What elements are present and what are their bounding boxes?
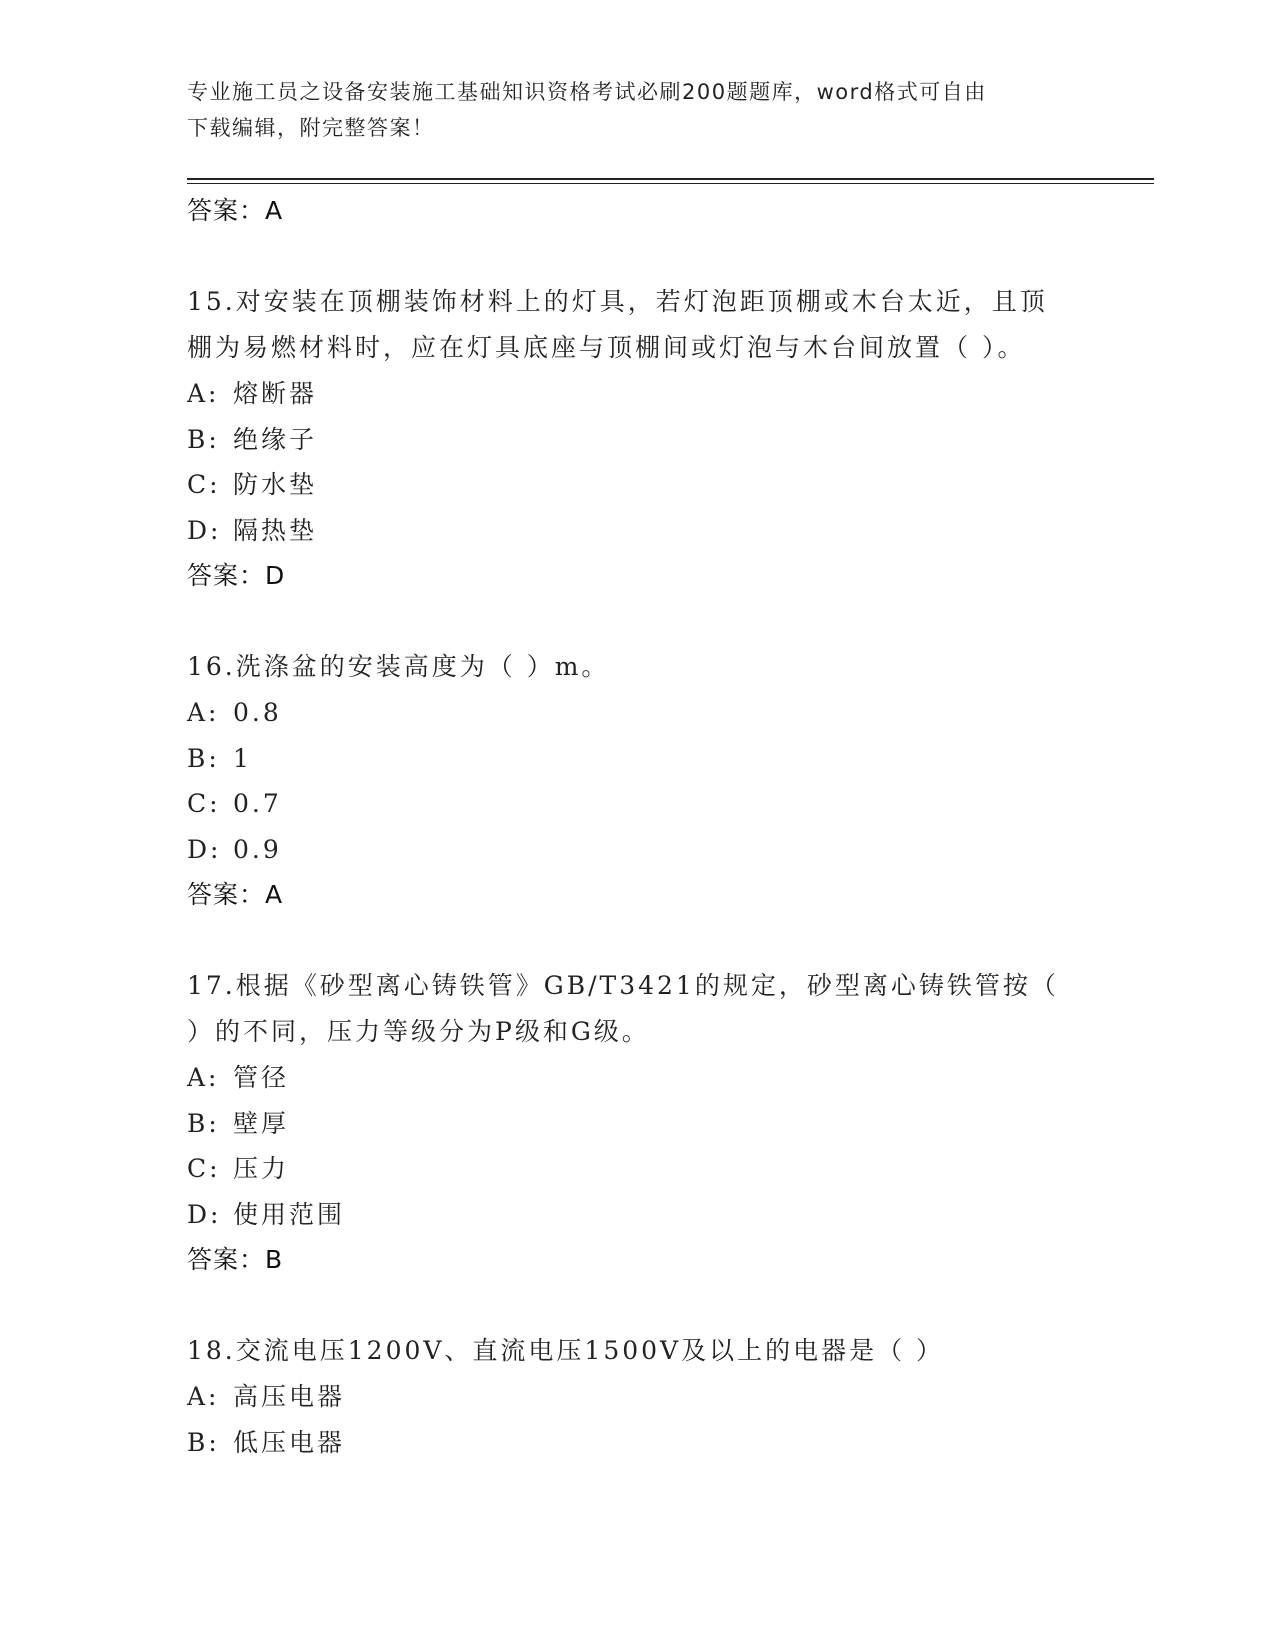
answer: 答案：D bbox=[187, 561, 286, 590]
option-b bbox=[187, 1420, 1127, 1466]
option-letter: B: bbox=[187, 743, 220, 773]
option-a bbox=[187, 1374, 1127, 1420]
answer: 答案：B bbox=[187, 1245, 284, 1274]
option-c bbox=[187, 781, 1127, 827]
question-17 bbox=[187, 963, 1127, 1283]
option-text: 1 bbox=[233, 743, 252, 773]
option-text: 0.7 bbox=[233, 789, 282, 818]
option-text: 防水垫 bbox=[233, 470, 318, 499]
question-list bbox=[187, 188, 1127, 1465]
option-a bbox=[187, 690, 1127, 736]
option-a bbox=[187, 371, 1127, 417]
option-c bbox=[187, 462, 1127, 508]
option-text: 壁厚 bbox=[233, 1108, 290, 1138]
option-letter: B: bbox=[187, 1108, 220, 1138]
option-c bbox=[187, 1146, 1127, 1192]
question-text: 18.交流电压1200V、直流电压1500V及以上的电器是（ ） bbox=[187, 1336, 945, 1365]
option-letter: D: bbox=[187, 515, 222, 545]
header-line-1: 专业施工员之设备安装施工基础知识资格考试必刷200题题库，word格式可自由 bbox=[187, 80, 987, 104]
option-d bbox=[187, 827, 1127, 873]
option-letter: D: bbox=[187, 834, 222, 864]
option-letter: D: bbox=[187, 1199, 222, 1229]
answer: 答案：A bbox=[187, 880, 284, 909]
option-text: 0.9 bbox=[233, 834, 282, 864]
header-line-2: 下载编辑，附完整答案！ bbox=[187, 116, 435, 140]
option-letter: A: bbox=[187, 1382, 220, 1411]
option-d bbox=[187, 508, 1127, 554]
option-letter: A: bbox=[187, 1063, 220, 1092]
question-15 bbox=[187, 279, 1127, 599]
option-text: 绝缘子 bbox=[233, 424, 318, 454]
option-text: 管径 bbox=[233, 1063, 290, 1092]
document-header bbox=[187, 74, 1087, 146]
question-text: 16.洗涤盆的安装高度为（ ）m。 bbox=[187, 652, 610, 681]
option-text: 隔热垫 bbox=[233, 515, 318, 545]
option-text: 高压电器 bbox=[233, 1382, 346, 1411]
option-letter: C: bbox=[187, 470, 221, 499]
option-a bbox=[187, 1055, 1127, 1101]
option-text: 压力 bbox=[233, 1154, 290, 1183]
option-letter: B: bbox=[187, 424, 220, 454]
header-rule-thin bbox=[187, 183, 1154, 184]
option-letter: C: bbox=[187, 789, 221, 818]
option-letter: B: bbox=[187, 1427, 220, 1457]
question-text: 棚为易燃材料时，应在灯具底座与顶棚间或灯泡与木台间放置（ ）。 bbox=[187, 333, 1026, 362]
question-text: 17.根据《砂型离心铸铁管》GB/T3421的规定，砂型离心铸铁管按（ bbox=[187, 971, 1059, 1000]
header-rule-thick bbox=[187, 178, 1154, 180]
option-b bbox=[187, 736, 1127, 782]
option-letter: C: bbox=[187, 1154, 221, 1183]
option-text: 0.8 bbox=[233, 698, 282, 727]
question-16 bbox=[187, 644, 1127, 918]
option-letter: A: bbox=[187, 379, 220, 408]
option-text: 低压电器 bbox=[233, 1427, 346, 1457]
question-text: 15.对安装在顶棚装饰材料上的灯具，若灯泡距顶棚或木台太近，且顶 bbox=[187, 287, 1048, 316]
question-18 bbox=[187, 1328, 1127, 1465]
option-d bbox=[187, 1192, 1127, 1238]
previous-answer: 答案：A bbox=[187, 196, 284, 225]
option-b bbox=[187, 1101, 1127, 1147]
option-text: 使用范围 bbox=[233, 1199, 346, 1229]
option-text: 熔断器 bbox=[233, 379, 318, 408]
option-letter: A: bbox=[187, 698, 220, 727]
option-b bbox=[187, 417, 1127, 463]
question-text: ）的不同，压力等级分为P级和G级。 bbox=[187, 1017, 650, 1046]
